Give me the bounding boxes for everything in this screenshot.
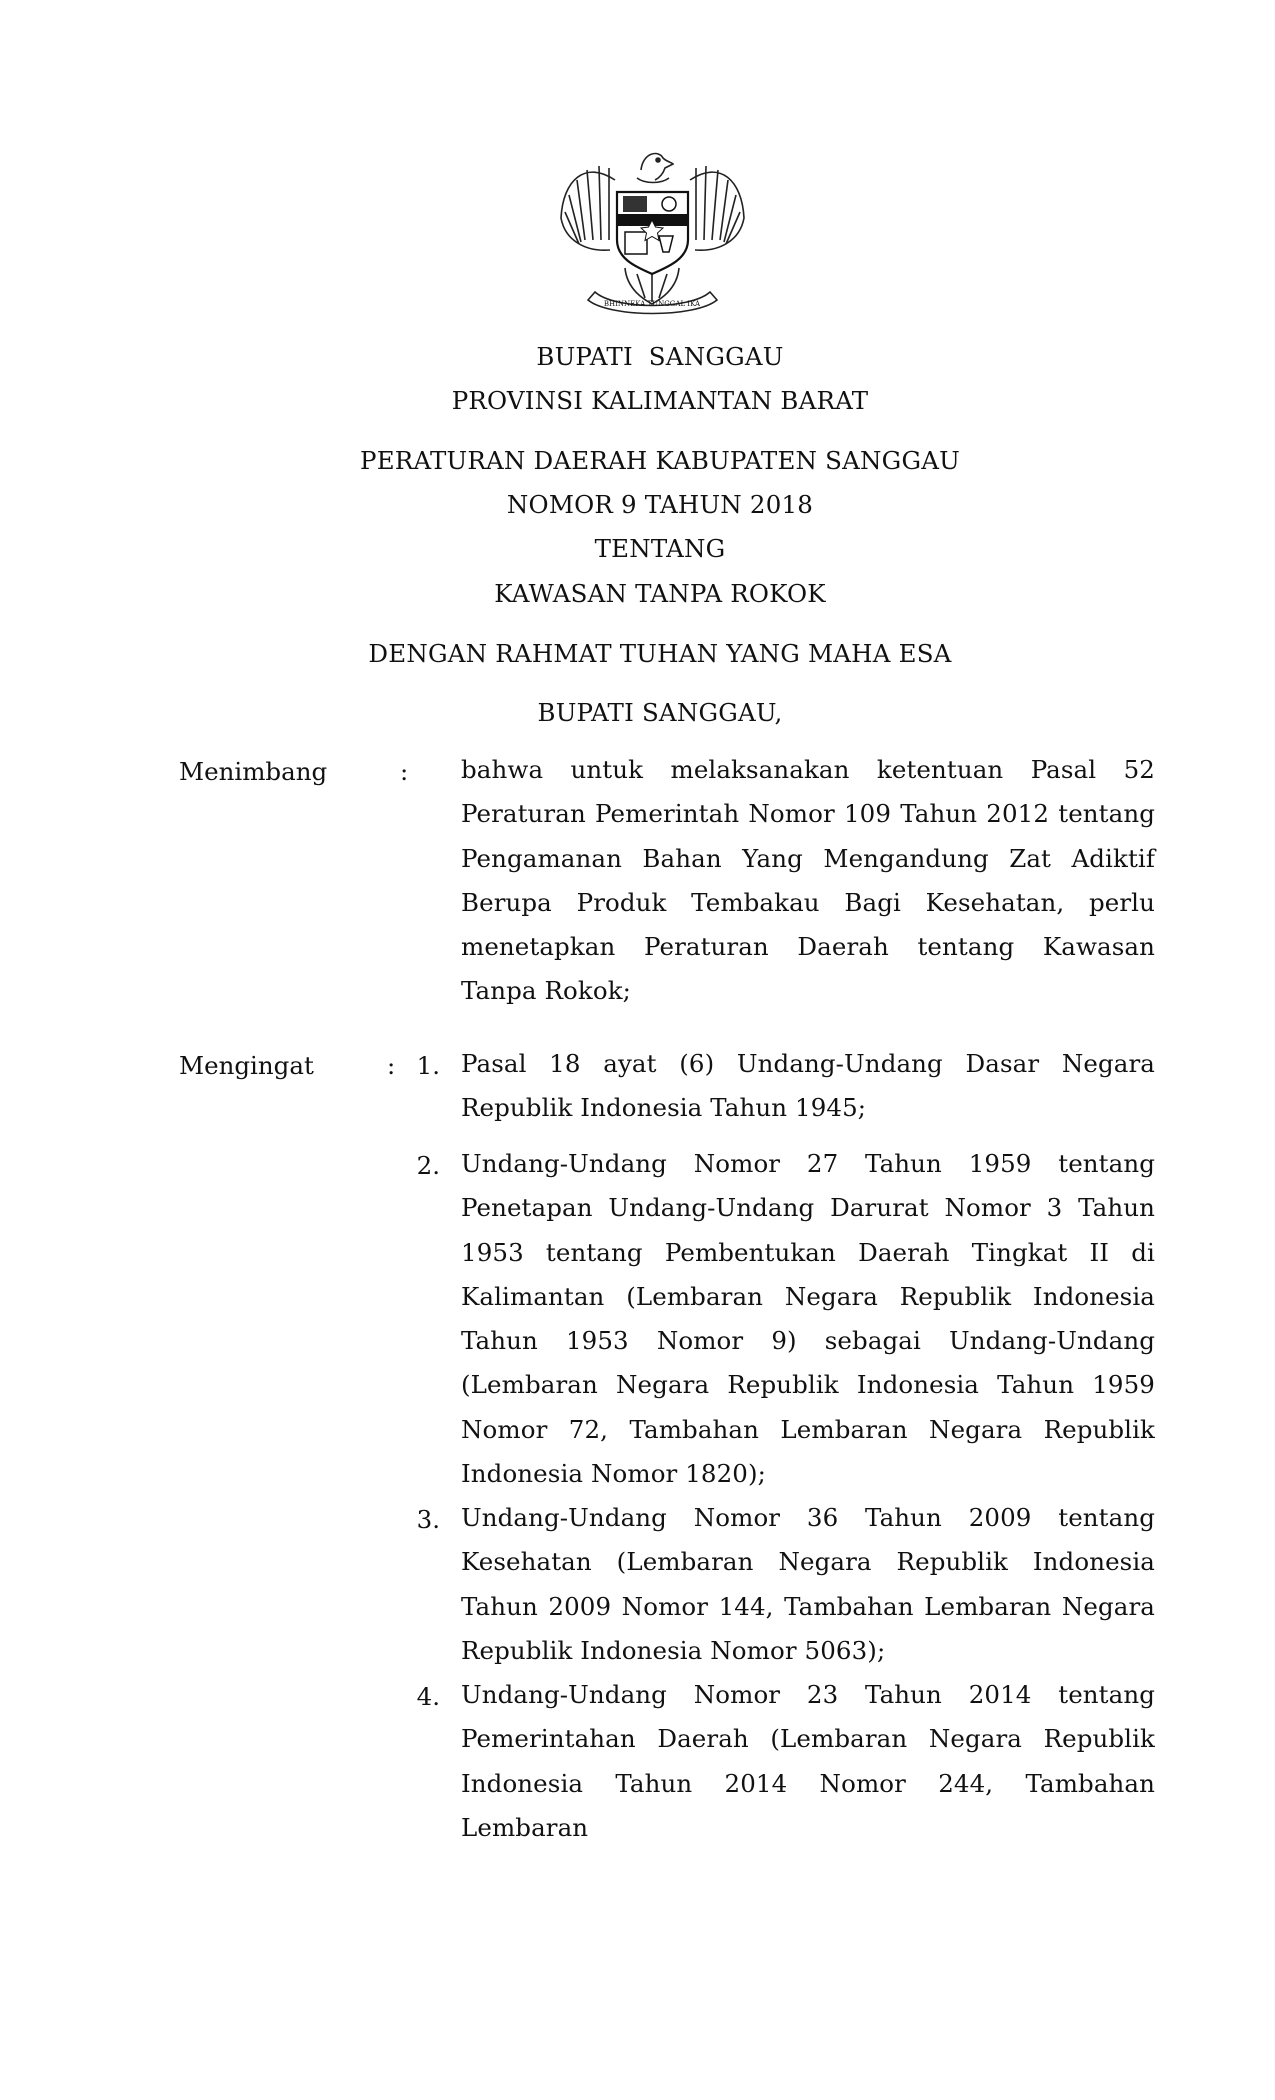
regulation-title: PERATURAN DAERAH KABUPATEN SANGGAU: [360, 446, 960, 475]
mengingat-label: Mengingat: [179, 1051, 314, 1080]
menimbang-colon: :: [400, 757, 409, 786]
garuda-pancasila-emblem-icon: [555, 140, 750, 322]
regulation-number: NOMOR 9 TAHUN 2018: [506, 490, 814, 519]
province-title: PROVINSI KALIMANTAN BARAT: [451, 386, 869, 415]
mengingat-item-text: Undang-Undang Nomor 27 Tahun 1959 tentang Penetapan Undang-Undang Darurat Nomor 3 Tahun 1953 tentang Pembentukan Daerah Tingkat II di Kalimantan (Lembaran Negara Republik Indonesia Tahun 1953 Nomor 9) sebagai Undang-Undang (Lembaran Negara Republik Indonesia Tahun 1959 Nomor 72, Tambahan Lembaran Negara Republik Indonesia Nomor 1820);: [461, 1149, 1155, 1489]
mengingat-item-text: Pasal 18 ayat (6) Undang-Undang Dasar Negara Republik Indonesia Tahun 1945;: [461, 1049, 1155, 1123]
mengingat-colon: :: [387, 1051, 396, 1080]
mengingat-item-number: 3.: [416, 1505, 440, 1534]
menimbang-label: Menimbang: [179, 757, 328, 786]
mengingat-item-text: Undang-Undang Nomor 23 Tahun 2014 tentang Pemerintahan Daerah (Lembaran Negara Republik Indonesia Tahun 2014 Nomor 244, Tambahan Lembaran: [461, 1680, 1155, 1842]
mengingat-item-number: 4.: [416, 1682, 440, 1711]
regulation-subject: KAWASAN TANPA ROKOK: [494, 579, 826, 608]
mengingat-item-number: 2.: [416, 1151, 440, 1180]
office-title: BUPATI SANGGAU: [536, 342, 784, 371]
mengingat-item-text: Undang-Undang Nomor 36 Tahun 2009 tentang Kesehatan (Lembaran Negara Republik Indonesia Tahun 2009 Nomor 144, Tambahan Lembaran Negara Republik Indonesia Nomor 5063);: [461, 1503, 1155, 1665]
issuer-line: BUPATI SANGGAU,: [537, 698, 783, 727]
about-label: TENTANG: [594, 534, 726, 563]
mengingat-item-number: 1.: [416, 1051, 440, 1080]
menimbang-text: bahwa untuk melaksanakan ketentuan Pasal 52 Peraturan Pemerintah Nomor 109 Tahun 2012 tentang Pengamanan Bahan Yang Mengandung Zat Adiktif Berupa Produk Tembakau Bagi Kesehatan, perlu menetapkan Peraturan Daerah tentang Kawasan Tanpa Rokok;: [461, 755, 1155, 1006]
blessing-line: DENGAN RAHMAT TUHAN YANG MAHA ESA: [368, 639, 952, 668]
motto-ribbon-text: BHINNEKA TUNGGAL IKA: [603, 300, 701, 308]
